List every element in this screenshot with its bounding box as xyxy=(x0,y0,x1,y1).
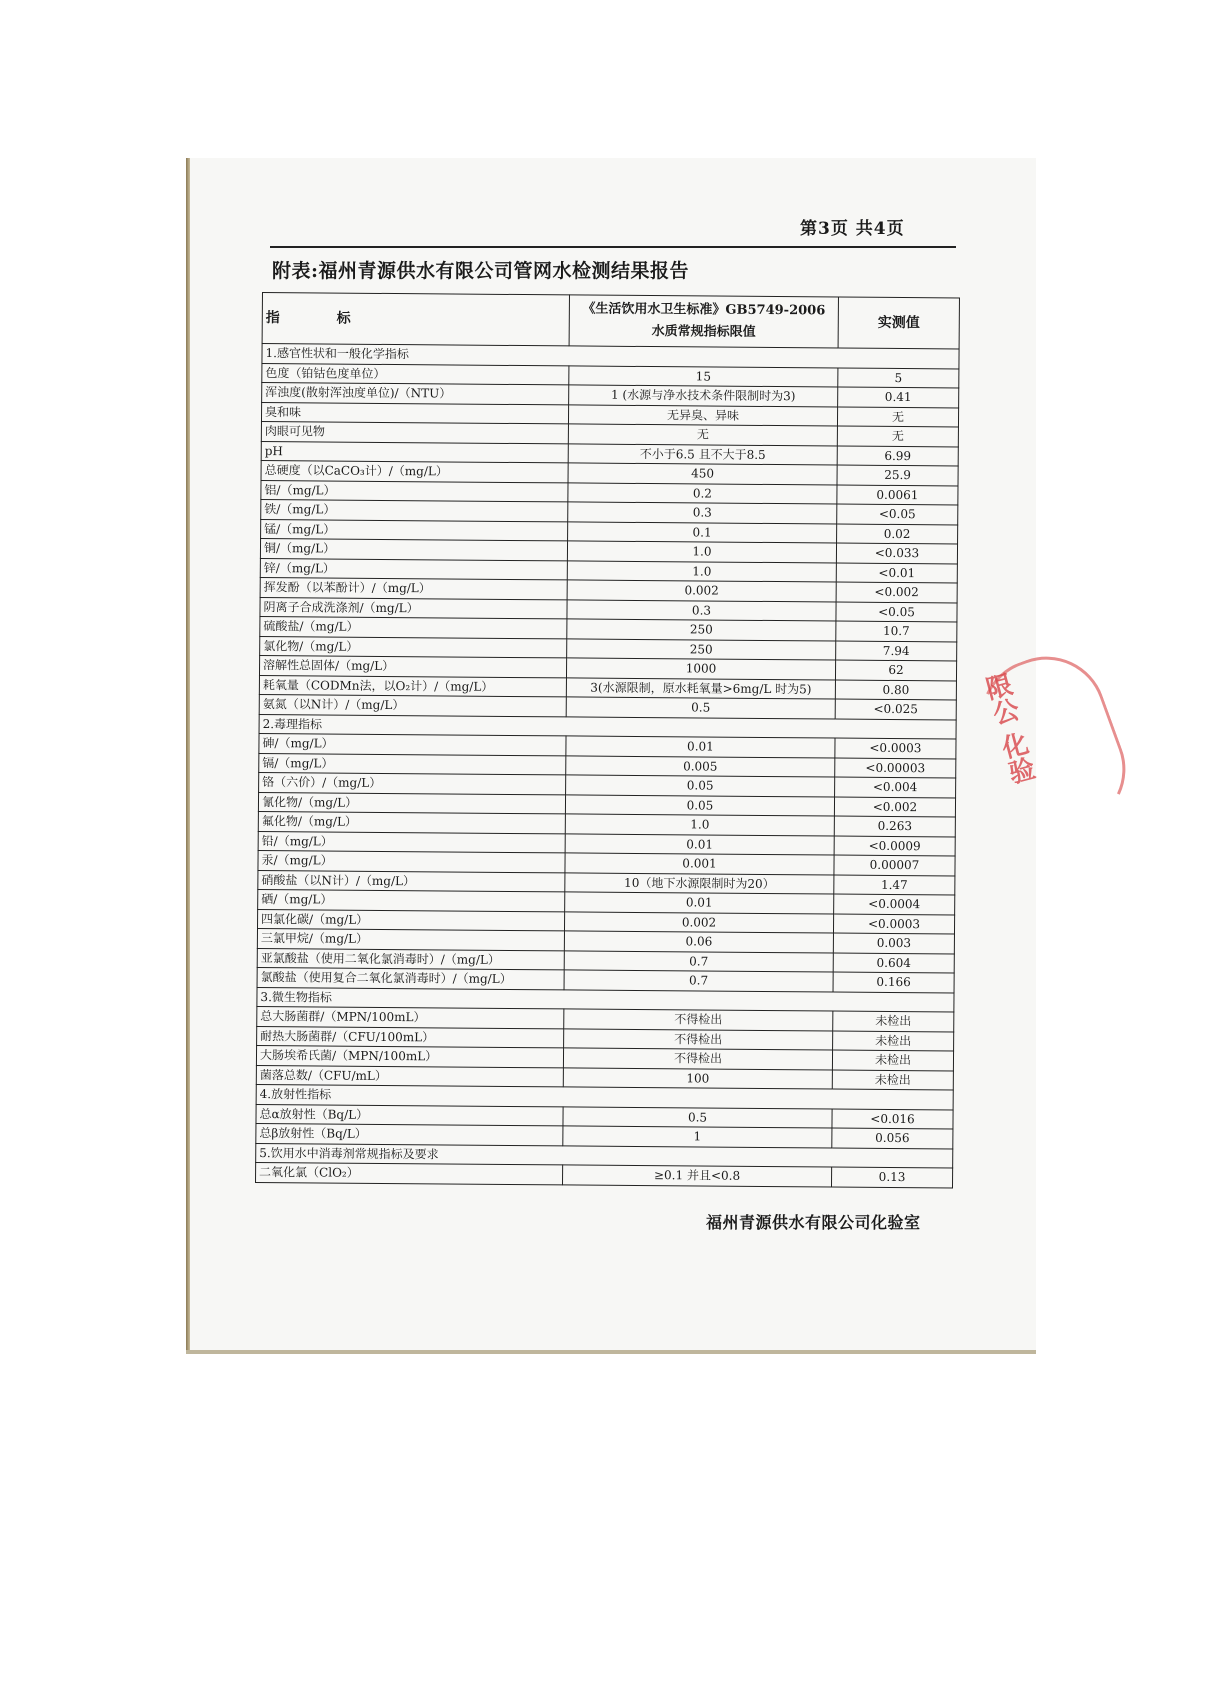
limit-cell: 0.01 xyxy=(566,736,835,758)
limit-cell: 0.005 xyxy=(566,755,835,777)
limit-cell: 不得检出 xyxy=(563,1048,832,1070)
indicator-cell: 硝酸盐（以N计）/（mg/L） xyxy=(258,870,565,892)
limit-cell: 0.002 xyxy=(564,911,833,933)
measured-cell: 6.99 xyxy=(837,446,958,466)
measured-cell: <0.002 xyxy=(836,582,957,602)
header-rule xyxy=(270,246,956,248)
indicator-cell: 大肠埃希氏菌/（MPN/100mL） xyxy=(256,1045,563,1067)
section-title: 3.微生物指标 xyxy=(257,987,954,1012)
limit-cell: 100 xyxy=(563,1067,832,1089)
measured-cell: <0.05 xyxy=(837,504,958,524)
limit-cell: 1000 xyxy=(566,658,835,680)
measured-cell: <0.01 xyxy=(836,563,957,583)
indicator-cell: 铬（六价）/（mg/L） xyxy=(259,772,566,794)
limit-cell: 10（地下水源限制时为20） xyxy=(565,872,834,894)
indicator-cell: 硒/（mg/L） xyxy=(258,889,565,911)
indicator-cell: 亚氯酸盐（使用二氧化氯消毒时）/（mg/L） xyxy=(257,948,564,970)
header-limit-line2: 水质常规指标限值 xyxy=(651,324,756,340)
indicator-cell: 锌/（mg/L） xyxy=(260,558,567,580)
indicator-cell: 氰化物/（mg/L） xyxy=(258,792,565,814)
measured-cell: 无 xyxy=(837,407,958,427)
lab-signature: 福州青源供水有限公司化验室 xyxy=(706,1213,921,1232)
measured-cell: 5 xyxy=(838,368,959,388)
indicator-cell: 硫酸盐/（mg/L） xyxy=(260,616,567,638)
limit-cell: 不小于6.5 且不大于8.5 xyxy=(568,443,837,465)
limit-cell: 0.05 xyxy=(566,775,835,797)
limit-cell: 无异臭、异味 xyxy=(568,404,837,426)
limit-cell: 0.001 xyxy=(565,853,834,875)
measured-cell: 25.9 xyxy=(837,465,958,485)
limit-cell: 0.7 xyxy=(564,950,833,972)
limit-cell: 1 xyxy=(563,1126,832,1148)
measured-cell: 10.7 xyxy=(836,621,957,641)
seal-text: 限公 化验 xyxy=(978,670,1038,788)
limit-cell: 0.01 xyxy=(565,833,834,855)
measured-cell: <0.0004 xyxy=(834,894,955,914)
measured-cell: 0.02 xyxy=(837,524,958,544)
indicator-cell: 肉眼可见物 xyxy=(261,421,568,443)
measured-cell: 0.003 xyxy=(833,933,954,953)
measured-cell: <0.00003 xyxy=(835,758,956,778)
measured-cell: 0.80 xyxy=(835,680,956,700)
section-title: 1.感官性状和一般化学指标 xyxy=(262,344,959,369)
measured-cell: 0.0061 xyxy=(837,485,958,505)
page-number: 第3页 共4页 xyxy=(800,219,905,239)
indicator-cell: 氯酸盐（使用复合二氧化氯消毒时）/（mg/L） xyxy=(257,967,564,989)
indicator-cell: 氟化物/（mg/L） xyxy=(258,811,565,833)
indicator-cell: 总大肠菌群/（MPN/100mL） xyxy=(257,1006,564,1028)
indicator-cell: 四氯化碳/（mg/L） xyxy=(258,909,565,931)
measured-cell: <0.004 xyxy=(835,777,956,797)
limit-cell: 1.0 xyxy=(567,560,836,582)
indicator-cell: 汞/（mg/L） xyxy=(258,850,565,872)
measured-cell: 未检出 xyxy=(833,1031,954,1051)
results-table xyxy=(255,292,960,1188)
section-title: 2.毒理指标 xyxy=(259,714,956,739)
measured-cell: <0.016 xyxy=(832,1109,953,1129)
indicator-cell: 总硬度（以CaCO₃计）/（mg/L） xyxy=(261,460,568,482)
measured-cell: 未检出 xyxy=(832,1070,953,1090)
section-title: 5.饮用水中消毒剂常规指标及要求 xyxy=(256,1143,953,1168)
paper-edge-bottom xyxy=(186,1350,1036,1354)
measured-cell: 0.00007 xyxy=(834,855,955,875)
indicator-cell: 镉/（mg/L） xyxy=(259,753,566,775)
header-indicator: 指 标 xyxy=(262,293,569,346)
measured-cell: 0.604 xyxy=(833,953,954,973)
measured-cell: 7.94 xyxy=(836,641,957,661)
limit-cell: 0.7 xyxy=(564,970,833,992)
limit-cell: 1.0 xyxy=(565,814,834,836)
limit-cell: 1.0 xyxy=(567,541,836,563)
measured-cell: 0.166 xyxy=(833,972,954,992)
indicator-cell: 耗氧量（CODMn法，以O₂计）/（mg/L） xyxy=(259,675,566,697)
indicator-cell: 铜/（mg/L） xyxy=(260,538,567,560)
indicator-cell: 耐热大肠菌群/（CFU/100mL） xyxy=(257,1026,564,1048)
measured-cell: <0.033 xyxy=(836,543,957,563)
measured-cell: 1.47 xyxy=(834,875,955,895)
indicator-cell: 总β放射性（Bq/L） xyxy=(256,1123,563,1145)
measured-cell: <0.0003 xyxy=(835,738,956,758)
indicator-cell: 氯化物/（mg/L） xyxy=(260,636,567,658)
measured-cell: <0.025 xyxy=(835,699,956,719)
measured-cell: 62 xyxy=(835,660,956,680)
limit-cell: 0.5 xyxy=(563,1106,832,1128)
limit-cell: 0.5 xyxy=(566,697,835,719)
section-title: 4.放射性指标 xyxy=(256,1084,953,1109)
indicator-cell: 挥发酚（以苯酚计）/（mg/L） xyxy=(260,577,567,599)
table-header-row xyxy=(262,293,959,349)
measured-cell: 0.13 xyxy=(831,1167,952,1187)
limit-cell: 0.3 xyxy=(568,502,837,524)
indicator-cell: 铁/（mg/L） xyxy=(261,499,568,521)
limit-cell: 0.06 xyxy=(564,931,833,953)
measured-cell: 无 xyxy=(837,426,958,446)
limit-cell: 0.3 xyxy=(567,599,836,621)
limit-cell: 0.01 xyxy=(565,892,834,914)
header-measured: 实测值 xyxy=(838,297,959,349)
indicator-cell: 浑浊度(散射浑浊度单位)/（NTU） xyxy=(262,383,569,405)
header-limit xyxy=(569,295,838,348)
measured-cell: 未检出 xyxy=(833,1011,954,1031)
indicator-cell: 二氧化氯（ClO₂） xyxy=(256,1162,563,1184)
limit-cell: 1 (水源与净水技术条件限制时为3) xyxy=(569,385,838,407)
limit-cell: 0.1 xyxy=(568,521,837,543)
limit-cell: 0.2 xyxy=(568,482,837,504)
indicator-cell: 铝/（mg/L） xyxy=(261,480,568,502)
indicator-cell: 总α放射性（Bq/L） xyxy=(256,1104,563,1126)
limit-cell: 3(水源限制，原水耗氧量>6mg/L 时为5) xyxy=(566,677,835,699)
header-limit-line1: 《生活饮用水卫生标准》GB5749-2006 xyxy=(582,301,826,319)
indicator-cell: 锰/（mg/L） xyxy=(261,519,568,541)
limit-cell: ≥0.1 并且<0.8 xyxy=(563,1165,832,1187)
measured-cell: <0.0003 xyxy=(833,914,954,934)
indicator-cell: pH xyxy=(261,441,568,463)
limit-cell: 15 xyxy=(569,365,838,387)
measured-cell: 未检出 xyxy=(832,1050,953,1070)
measured-cell: <0.05 xyxy=(836,602,957,622)
measured-cell: <0.002 xyxy=(834,797,955,817)
indicator-cell: 三氯甲烷/（mg/L） xyxy=(257,928,564,950)
limit-cell: 无 xyxy=(568,424,837,446)
indicator-cell: 臭和味 xyxy=(261,402,568,424)
indicator-cell: 菌落总数/（CFU/mL） xyxy=(256,1065,563,1087)
table-body xyxy=(256,344,960,1188)
indicator-cell: 色度（铂钴色度单位） xyxy=(262,363,569,385)
measured-cell: 0.41 xyxy=(838,387,959,407)
limit-cell: 250 xyxy=(567,619,836,641)
limit-cell: 250 xyxy=(567,638,836,660)
indicator-cell: 阴离子合成洗涤剂/（mg/L） xyxy=(260,597,567,619)
paper-edge-left xyxy=(186,158,190,1354)
limit-cell: 0.002 xyxy=(567,580,836,602)
limit-cell: 450 xyxy=(568,463,837,485)
limit-cell: 不得检出 xyxy=(564,1009,833,1031)
indicator-cell: 氨氮（以N计）/（mg/L） xyxy=(259,694,566,716)
measured-cell: <0.0009 xyxy=(834,836,955,856)
indicator-cell: 溶解性总固体/（mg/L） xyxy=(259,655,566,677)
limit-cell: 不得检出 xyxy=(564,1028,833,1050)
indicator-cell: 砷/（mg/L） xyxy=(259,733,566,755)
document-title: 附表:福州青源供水有限公司管网水检测结果报告 xyxy=(272,260,690,282)
indicator-cell: 铅/（mg/L） xyxy=(258,831,565,853)
measured-cell: 0.056 xyxy=(832,1128,953,1148)
measured-cell: 0.263 xyxy=(834,816,955,836)
limit-cell: 0.05 xyxy=(565,794,834,816)
